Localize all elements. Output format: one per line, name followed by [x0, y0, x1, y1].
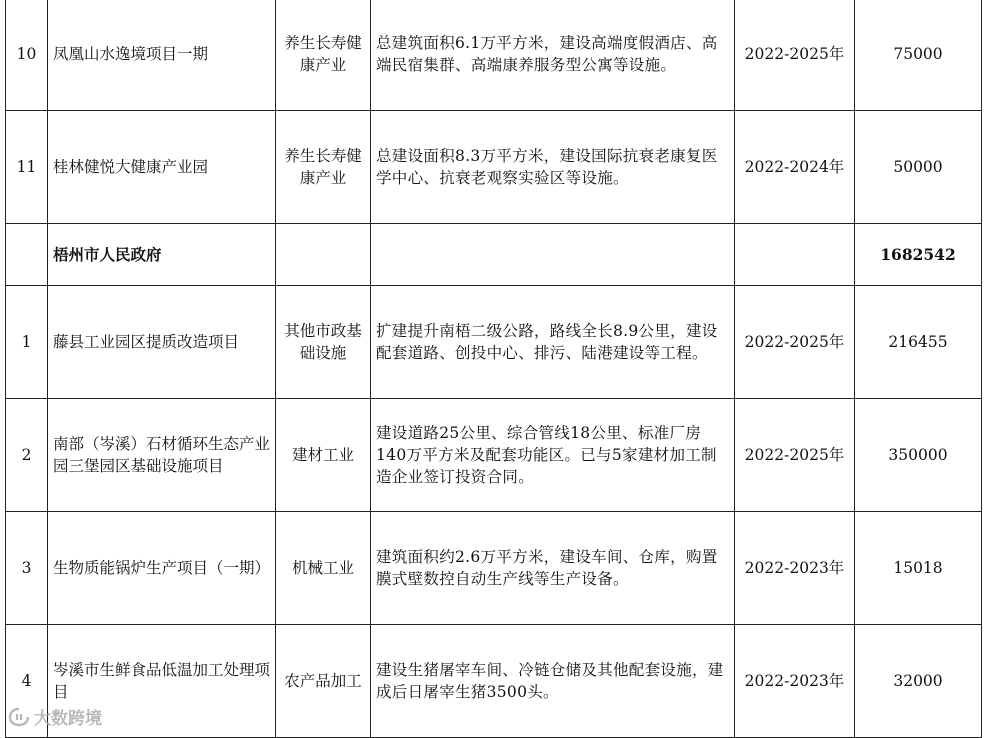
watermark-text: 大数跨境 — [34, 709, 102, 729]
project-description: 总建筑面积6.1万平方米，建设高端度假酒店、高端民宿集群、高端康养服务型公寓等设施。 — [371, 0, 735, 111]
table-row — [6, 286, 982, 399]
project-name: 生物质能锅炉生产项目（一期） — [48, 512, 276, 625]
project-amount: 50000 — [855, 111, 982, 224]
project-period: 2022-2025年 — [735, 399, 855, 512]
project-period: 2022-2024年 — [735, 111, 855, 224]
project-category: 农产品加工 — [276, 625, 371, 738]
project-description: 扩建提升南梧二级公路，路线全长8.9公里，建设配套道路、创投中心、排污、陆港建设等工程。 — [371, 286, 735, 399]
project-amount: 350000 — [855, 399, 982, 512]
project-amount: 216455 — [855, 286, 982, 399]
row-number: 1 — [6, 286, 48, 399]
row-number: 2 — [6, 399, 48, 512]
group-header-row — [6, 224, 982, 286]
project-amount: 32000 — [855, 625, 982, 738]
group-name: 梧州市人民政府 — [48, 224, 276, 286]
project-category: 养生长寿健康产业 — [276, 111, 371, 224]
table-row — [6, 399, 982, 512]
project-description: 建设生猪屠宰车间、冷链仓储及其他配套设施，建成后日屠宰生猪3500头。 — [371, 625, 735, 738]
row-number: 3 — [6, 512, 48, 625]
table-row — [6, 0, 982, 111]
row-number: 10 — [6, 0, 48, 111]
project-category: 养生长寿健康产业 — [276, 0, 371, 111]
group-number-cell — [6, 224, 48, 286]
group-empty-cell — [276, 224, 371, 286]
project-category: 机械工业 — [276, 512, 371, 625]
project-description: 总建设面积8.3万平方米，建设国际抗衰老康复医学中心、抗衰老观察实验区等设施。 — [371, 111, 735, 224]
project-description: 建设道路25公里、综合管线18公里、标准厂房140万平方米及配套功能区。已与5家建材加工制造企业签订投资合同。 — [371, 399, 735, 512]
project-amount: 15018 — [855, 512, 982, 625]
row-number: 11 — [6, 111, 48, 224]
group-total: 1682542 — [855, 224, 982, 286]
table-row — [6, 111, 982, 224]
project-name: 岑溪市生鲜食品低温加工处理项目 — [48, 625, 276, 738]
project-category: 建材工业 — [276, 399, 371, 512]
project-name: 桂林健悦大健康产业园 — [48, 111, 276, 224]
project-period: 2022-2025年 — [735, 286, 855, 399]
group-empty-cell — [735, 224, 855, 286]
project-name: 藤县工业园区提质改造项目 — [48, 286, 276, 399]
group-empty-cell — [371, 224, 735, 286]
row-number: 4 — [6, 625, 48, 738]
project-category: 其他市政基础设施 — [276, 286, 371, 399]
project-name: 南部（岑溪）石材循环生态产业园三堡园区基础设施项目 — [48, 399, 276, 512]
watermark-logo-icon — [8, 707, 30, 727]
project-period: 2022-2023年 — [735, 512, 855, 625]
table-row — [6, 625, 982, 738]
project-period: 2022-2025年 — [735, 0, 855, 111]
project-table — [5, 0, 982, 738]
project-period: 2022-2023年 — [735, 625, 855, 738]
table-row — [6, 512, 982, 625]
watermark — [8, 704, 102, 729]
project-description: 建筑面积约2.6万平方米，建设车间、仓库，购置膜式壁数控自动生产线等生产设备。 — [371, 512, 735, 625]
project-name: 凤凰山水逸境项目一期 — [48, 0, 276, 111]
project-amount: 75000 — [855, 0, 982, 111]
